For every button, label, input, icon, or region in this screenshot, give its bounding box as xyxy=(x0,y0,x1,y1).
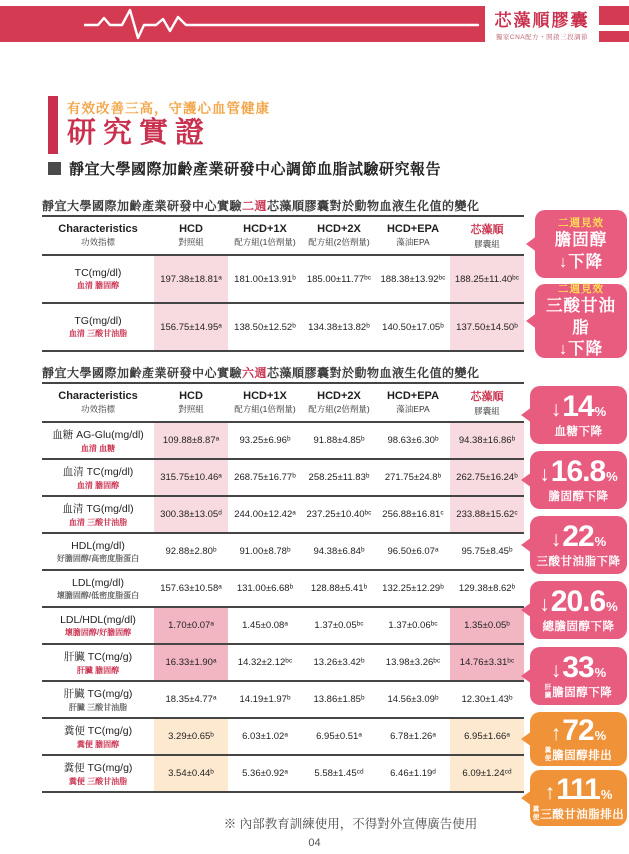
stat-badge xyxy=(530,386,627,444)
value-cell: 138.50±12.52ᵇ xyxy=(234,321,296,333)
report-subtitle-row xyxy=(48,158,441,179)
arrow-down-icon: ↓ xyxy=(550,658,562,682)
badge-label xyxy=(545,747,613,763)
value-cell: 258.25±11.83ᵇ xyxy=(308,472,370,483)
table-header-row xyxy=(42,384,524,423)
table-row xyxy=(42,682,524,719)
value-cell: 98.63±6.30ᵇ xyxy=(387,435,439,446)
column-header-en: HCD xyxy=(179,390,203,402)
column-header xyxy=(450,221,524,250)
badge-stat-row xyxy=(539,454,618,488)
table-row xyxy=(42,719,524,756)
row-name: 血清 TG(mg/dl) xyxy=(62,503,134,515)
badge-percent-sign: % xyxy=(600,786,613,802)
title-block xyxy=(48,96,270,154)
table2-caption xyxy=(42,364,480,381)
value-cell: 13.26±3.42ᵇ xyxy=(313,657,365,668)
column-header xyxy=(42,388,154,417)
value-cell: 262.75±16.24ᵇ xyxy=(450,460,524,495)
value-cell: 93.25±6.96ᵇ xyxy=(239,435,291,446)
arrow-down-icon: ↓ xyxy=(550,397,562,421)
badge-percent-value: 33 xyxy=(562,650,594,684)
column-header xyxy=(42,221,154,250)
row-subtitle: 糞便 膽固醇 xyxy=(76,740,120,749)
row-label xyxy=(42,645,154,680)
row-subtitle: 血清 膽固醇 xyxy=(76,281,120,290)
row-label xyxy=(42,534,154,569)
row-name: HDL(mg/dl) xyxy=(71,539,125,552)
banner-notch xyxy=(599,25,629,31)
badge-direction: ↓下降 xyxy=(558,252,604,271)
value-cell: 137.50±14.50ᵇ xyxy=(450,304,524,350)
badge-stat-row xyxy=(550,713,607,747)
value-cell: 13.98±3.26ᵇᶜ xyxy=(385,657,441,668)
value-cell: 14.32±2.12ᵇᶜ xyxy=(237,657,293,668)
column-header-en: HCD+2X xyxy=(317,390,361,402)
value-cell: 157.63±10.58ᵃ xyxy=(160,583,222,594)
table1-caption xyxy=(42,197,480,214)
stat-badge xyxy=(530,451,627,509)
badge-label-prefix: 糞 便 xyxy=(544,747,552,762)
footer-disclaimer: ※ 內部教育訓練使用，不得對外宣傳廣告使用 xyxy=(223,817,478,831)
value-cell: 1.70±0.07ᵃ xyxy=(154,608,228,643)
value-cell: 256.88±16.81ᶜ xyxy=(382,509,444,520)
value-cell: 95.75±8.45ᵇ xyxy=(461,546,513,557)
column-header-en: Characteristics xyxy=(58,223,138,235)
week-result-badge xyxy=(535,284,627,358)
column-header-zh: 配方組(2倍劑量) xyxy=(308,237,370,247)
badge-direction: ↓下降 xyxy=(558,340,604,359)
value-cell: 132.25±12.29ᵇ xyxy=(382,583,444,594)
badge-label xyxy=(533,806,625,822)
table-row xyxy=(42,645,524,682)
value-cell: 129.38±8.62ᵇ xyxy=(458,583,516,594)
badge-percent-value: 111 xyxy=(556,772,600,806)
value-cell: 6.78±1.26ᵃ xyxy=(390,731,436,742)
badge-stat-row xyxy=(544,772,613,806)
row-label xyxy=(42,460,154,495)
value-cell: 188.25±11.40ᵇᶜ xyxy=(450,256,524,302)
row-subtitle: 血清 膽固醇 xyxy=(76,481,120,490)
row-subtitle: 血清 三酸甘油脂 xyxy=(68,518,128,527)
row-subtitle: 肝臟 膽固醇 xyxy=(76,666,120,675)
square-bullet-icon xyxy=(48,162,61,175)
row-label xyxy=(42,682,154,717)
report-subtitle: 靜宜大學國際加齡產業研發中心調節血脂試驗研究報告 xyxy=(69,161,442,178)
value-cell: 156.75±14.95ᵃ xyxy=(154,304,228,350)
value-cell: 18.35±4.77ᵃ xyxy=(165,694,217,705)
column-header xyxy=(154,388,228,417)
badge-label-prefix: 糞 便 xyxy=(532,806,540,821)
row-name: TC(mg/dl) xyxy=(74,267,122,279)
column-header-zh: 對照組 xyxy=(178,404,204,414)
caption-highlight: 二週 xyxy=(242,199,268,213)
caption-pre: 靜宜大學國際加齡產業研發中心實驗 xyxy=(42,199,243,213)
badge-percent-sign: % xyxy=(606,468,618,484)
value-cell: 14.19±1.97ᵇ xyxy=(239,694,291,705)
value-cell: 128.88±5.41ᵇ xyxy=(310,583,368,594)
arrow-down-icon: ↓ xyxy=(539,592,550,616)
row-name: LDL/HDL(mg/dl) xyxy=(60,613,136,626)
stat-badge xyxy=(530,712,627,766)
value-cell: 315.75±10.46ᵃ xyxy=(154,460,228,495)
column-header-en: 芯藻順 xyxy=(470,391,504,403)
column-header-en: HCD xyxy=(179,223,203,235)
row-subtitle: 血清 血糖 xyxy=(80,444,116,453)
arrow-down-icon: ↓ xyxy=(550,527,562,551)
badge-metric: 膽固醇 xyxy=(554,231,608,250)
row-label xyxy=(42,571,154,606)
arrow-up-icon: ↑ xyxy=(550,721,562,745)
week-result-badge xyxy=(535,210,627,278)
column-header-en: 芯藻順 xyxy=(470,224,504,236)
row-label xyxy=(42,756,154,791)
badge-percent-value: 16.8 xyxy=(550,454,606,488)
value-cell: 134.38±13.82ᵇ xyxy=(308,321,370,333)
table-row xyxy=(42,256,524,304)
arrow-up-icon: ↑ xyxy=(544,780,556,804)
value-cell: 6.03±1.02ᵃ xyxy=(242,731,288,742)
brand-name: 芯藻順膠囊 xyxy=(494,10,590,30)
stat-badge xyxy=(530,770,627,826)
column-header-en: HCD+1X xyxy=(243,390,287,402)
page-title: 研究實證 xyxy=(67,117,212,149)
row-subtitle: 肝臟 三酸甘油脂 xyxy=(68,703,128,712)
caption-post: 芯藻順膠囊對於動物血液生化值的變化 xyxy=(267,199,480,213)
value-cell: 188.38±13.92ᵇᶜ xyxy=(380,273,446,285)
row-label xyxy=(42,423,154,458)
value-cell: 197.38±18.81ᵃ xyxy=(154,256,228,302)
table-header-row xyxy=(42,217,524,256)
arrow-down-icon: ↓ xyxy=(539,462,550,486)
brand-logo xyxy=(485,4,599,48)
title-accent-bar xyxy=(48,96,58,154)
column-header-en: HCD+EPA xyxy=(386,390,440,402)
value-cell: 6.95±1.66ᵃ xyxy=(450,719,524,754)
badge-label-prefix: 肝 臟 xyxy=(544,684,552,699)
badge-percent-sign: % xyxy=(606,598,618,614)
table-row xyxy=(42,608,524,645)
value-cell: 109.88±8.87ᵃ xyxy=(154,423,228,458)
badge-percent-value: 14 xyxy=(562,389,594,423)
row-subtitle: 壞膽固醇/低密度脂蛋白 xyxy=(56,590,140,600)
column-header-zh: 功效指標 xyxy=(80,404,115,414)
value-cell: 131.00±6.68ᵇ xyxy=(236,583,294,594)
value-cell: 233.88±15.62ᶜ xyxy=(450,497,524,532)
column-header xyxy=(376,221,450,250)
badge-tag: 二週見效 xyxy=(558,217,604,230)
value-cell: 268.75±16.77ᵇ xyxy=(234,472,296,483)
column-header-zh: 對照組 xyxy=(178,237,204,247)
badge-stat-row xyxy=(550,650,607,684)
column-header-en: HCD+EPA xyxy=(386,223,440,235)
title-eyebrow: 有效改善三高，守護心血管健康 xyxy=(67,101,270,116)
table-row xyxy=(42,497,524,534)
column-header-zh: 配方組(1倍劑量) xyxy=(234,404,296,414)
page-number: 04 xyxy=(308,837,321,849)
badge-label xyxy=(555,423,603,439)
column-header xyxy=(450,388,524,417)
value-cell: 237.25±10.40ᵇᶜ xyxy=(306,509,372,520)
value-cell: 1.37±0.06ᵇᶜ xyxy=(388,620,438,631)
row-name: 糞便 TG(mg/g) xyxy=(63,762,133,774)
value-cell: 6.09±1.24ᶜᵈ xyxy=(450,756,524,791)
value-cell: 140.50±17.05ᵇ xyxy=(382,321,444,333)
column-header xyxy=(376,388,450,417)
value-cell: 5.36±0.92ᵃ xyxy=(242,768,288,779)
badge-label xyxy=(537,553,621,569)
caption-pre: 靜宜大學國際加齡產業研發中心實驗 xyxy=(42,366,243,380)
column-header-en: Characteristics xyxy=(58,390,138,402)
value-cell: 13.86±1.85ᵇ xyxy=(313,694,365,705)
value-cell: 3.54±0.44ᵇ xyxy=(154,756,228,791)
value-cell: 244.00±12.42ᵃ xyxy=(234,509,296,520)
value-cell: 300.38±13.05ᵈ xyxy=(154,497,228,532)
value-cell: 12.30±1.43ᵇ xyxy=(461,694,513,705)
badge-percent-sign: % xyxy=(594,727,607,743)
badge-label-text: 三酸甘油脂下降 xyxy=(536,555,621,568)
row-name: 肝臟 TG(mg/g) xyxy=(63,688,133,700)
badge-percent-sign: % xyxy=(594,533,607,549)
badge-label xyxy=(543,618,615,634)
stat-badge xyxy=(530,516,627,574)
value-cell: 1.35±0.05ᵇ xyxy=(450,608,524,643)
column-header-zh: 配方組(2倍劑量) xyxy=(308,404,370,414)
column-header xyxy=(228,221,302,250)
column-header xyxy=(154,221,228,250)
value-cell: 91.88±4.85ᵇ xyxy=(313,435,365,446)
brand-tagline: 獨家CNA配方・開啟三段調節 xyxy=(495,33,589,41)
badge-label xyxy=(545,684,613,700)
value-cell: 16.33±1.90ᵃ xyxy=(154,645,228,680)
row-label xyxy=(42,719,154,754)
badge-label-text: 膽固醇排出 xyxy=(552,749,613,762)
row-label xyxy=(42,256,154,302)
badge-percent-sign: % xyxy=(594,664,607,680)
row-name: 糞便 TC(mg/g) xyxy=(63,725,133,737)
caption-post: 芯藻順膠囊對於動物血液生化值的變化 xyxy=(267,366,480,380)
table-row xyxy=(42,304,524,352)
value-cell: 271.75±24.8ᵇ xyxy=(384,472,442,483)
row-name: 血糖 AG-Glu(mg/dl) xyxy=(52,429,144,441)
badge-percent-sign: % xyxy=(594,403,607,419)
stat-badge xyxy=(530,647,627,705)
ecg-heartbeat-icon xyxy=(84,8,480,40)
column-header-zh: 膠囊組 xyxy=(474,239,500,249)
table-row xyxy=(42,534,524,571)
header-banner xyxy=(0,6,629,42)
row-name: 肝臟 TC(mg/g) xyxy=(63,651,133,663)
row-label xyxy=(42,497,154,532)
value-cell: 96.50±6.07ᵃ xyxy=(387,546,439,557)
row-name: 血清 TC(mg/dl) xyxy=(62,466,134,478)
value-cell: 1.37±0.05ᵇᶜ xyxy=(314,620,364,631)
badge-label-text: 膽固醇下降 xyxy=(552,686,613,699)
badge-label-text: 三酸甘油脂排出 xyxy=(540,808,625,821)
stat-badge xyxy=(530,581,627,639)
value-cell: 94.38±16.86ᵇ xyxy=(450,423,524,458)
row-subtitle: 壞膽固醇/好膽固醇 xyxy=(64,627,132,637)
badge-stat-row xyxy=(550,389,607,423)
row-label xyxy=(42,608,154,643)
column-header-zh: 配方組(1倍劑量) xyxy=(234,237,296,247)
column-header xyxy=(302,388,376,417)
row-name: LDL(mg/dl) xyxy=(72,576,124,589)
column-header-zh: 功效指標 xyxy=(80,237,115,247)
column-header-zh: 藻油EPA xyxy=(396,404,430,414)
table-row xyxy=(42,571,524,608)
badge-percent-value: 22 xyxy=(562,519,594,553)
two-week-results-table xyxy=(42,215,524,352)
column-header xyxy=(228,388,302,417)
row-subtitle: 血清 三酸甘油脂 xyxy=(68,329,128,338)
column-header-en: HCD+2X xyxy=(317,223,361,235)
badge-percent-value: 72 xyxy=(562,713,594,747)
column-header-zh: 藻油EPA xyxy=(396,237,430,247)
badge-label-text: 膽固醇下降 xyxy=(548,490,609,503)
badge-stat-row xyxy=(550,519,607,553)
value-cell: 3.29±0.65ᵇ xyxy=(154,719,228,754)
table-row xyxy=(42,423,524,460)
badge-label-text: 總膽固醇下降 xyxy=(542,620,615,633)
value-cell: 181.00±13.91ᵇ xyxy=(234,273,296,285)
row-subtitle: 好膽固醇/高密度脂蛋白 xyxy=(56,553,140,563)
column-header-zh: 膠囊組 xyxy=(474,406,500,416)
row-subtitle: 糞便 三酸甘油脂 xyxy=(68,777,128,786)
value-cell: 1.45±0.08ᵃ xyxy=(242,620,288,631)
value-cell: 185.00±11.77ᵇᶜ xyxy=(306,273,372,285)
value-cell: 6.95±0.51ᵃ xyxy=(316,731,362,742)
badge-stat-row xyxy=(539,584,618,618)
value-cell: 14.56±3.09ᵇ xyxy=(387,694,439,705)
value-cell: 6.46±1.19ᵈ xyxy=(390,768,436,779)
badge-metric: 三酸甘油脂 xyxy=(546,297,616,337)
column-header-en: HCD+1X xyxy=(243,223,287,235)
table-row xyxy=(42,460,524,497)
row-label xyxy=(42,304,154,350)
column-header xyxy=(302,221,376,250)
value-cell: 5.58±1.45ᶜᵈ xyxy=(314,768,364,779)
value-cell: 91.00±8.78ᵇ xyxy=(239,546,291,557)
table-row xyxy=(42,756,524,793)
caption-highlight: 六週 xyxy=(242,366,268,380)
row-name: TG(mg/dl) xyxy=(74,315,122,327)
value-cell: 14.76±3.31ᵇᶜ xyxy=(450,645,524,680)
value-cell: 92.88±2.80ᵇ xyxy=(165,546,217,557)
badge-label xyxy=(549,488,609,504)
value-cell: 94.38±6.84ᵇ xyxy=(313,546,365,557)
six-week-results-table xyxy=(42,382,524,793)
badge-percent-value: 20.6 xyxy=(550,584,606,618)
badge-label-text: 血糖下降 xyxy=(554,425,603,438)
badge-tag: 二週見效 xyxy=(558,283,604,296)
